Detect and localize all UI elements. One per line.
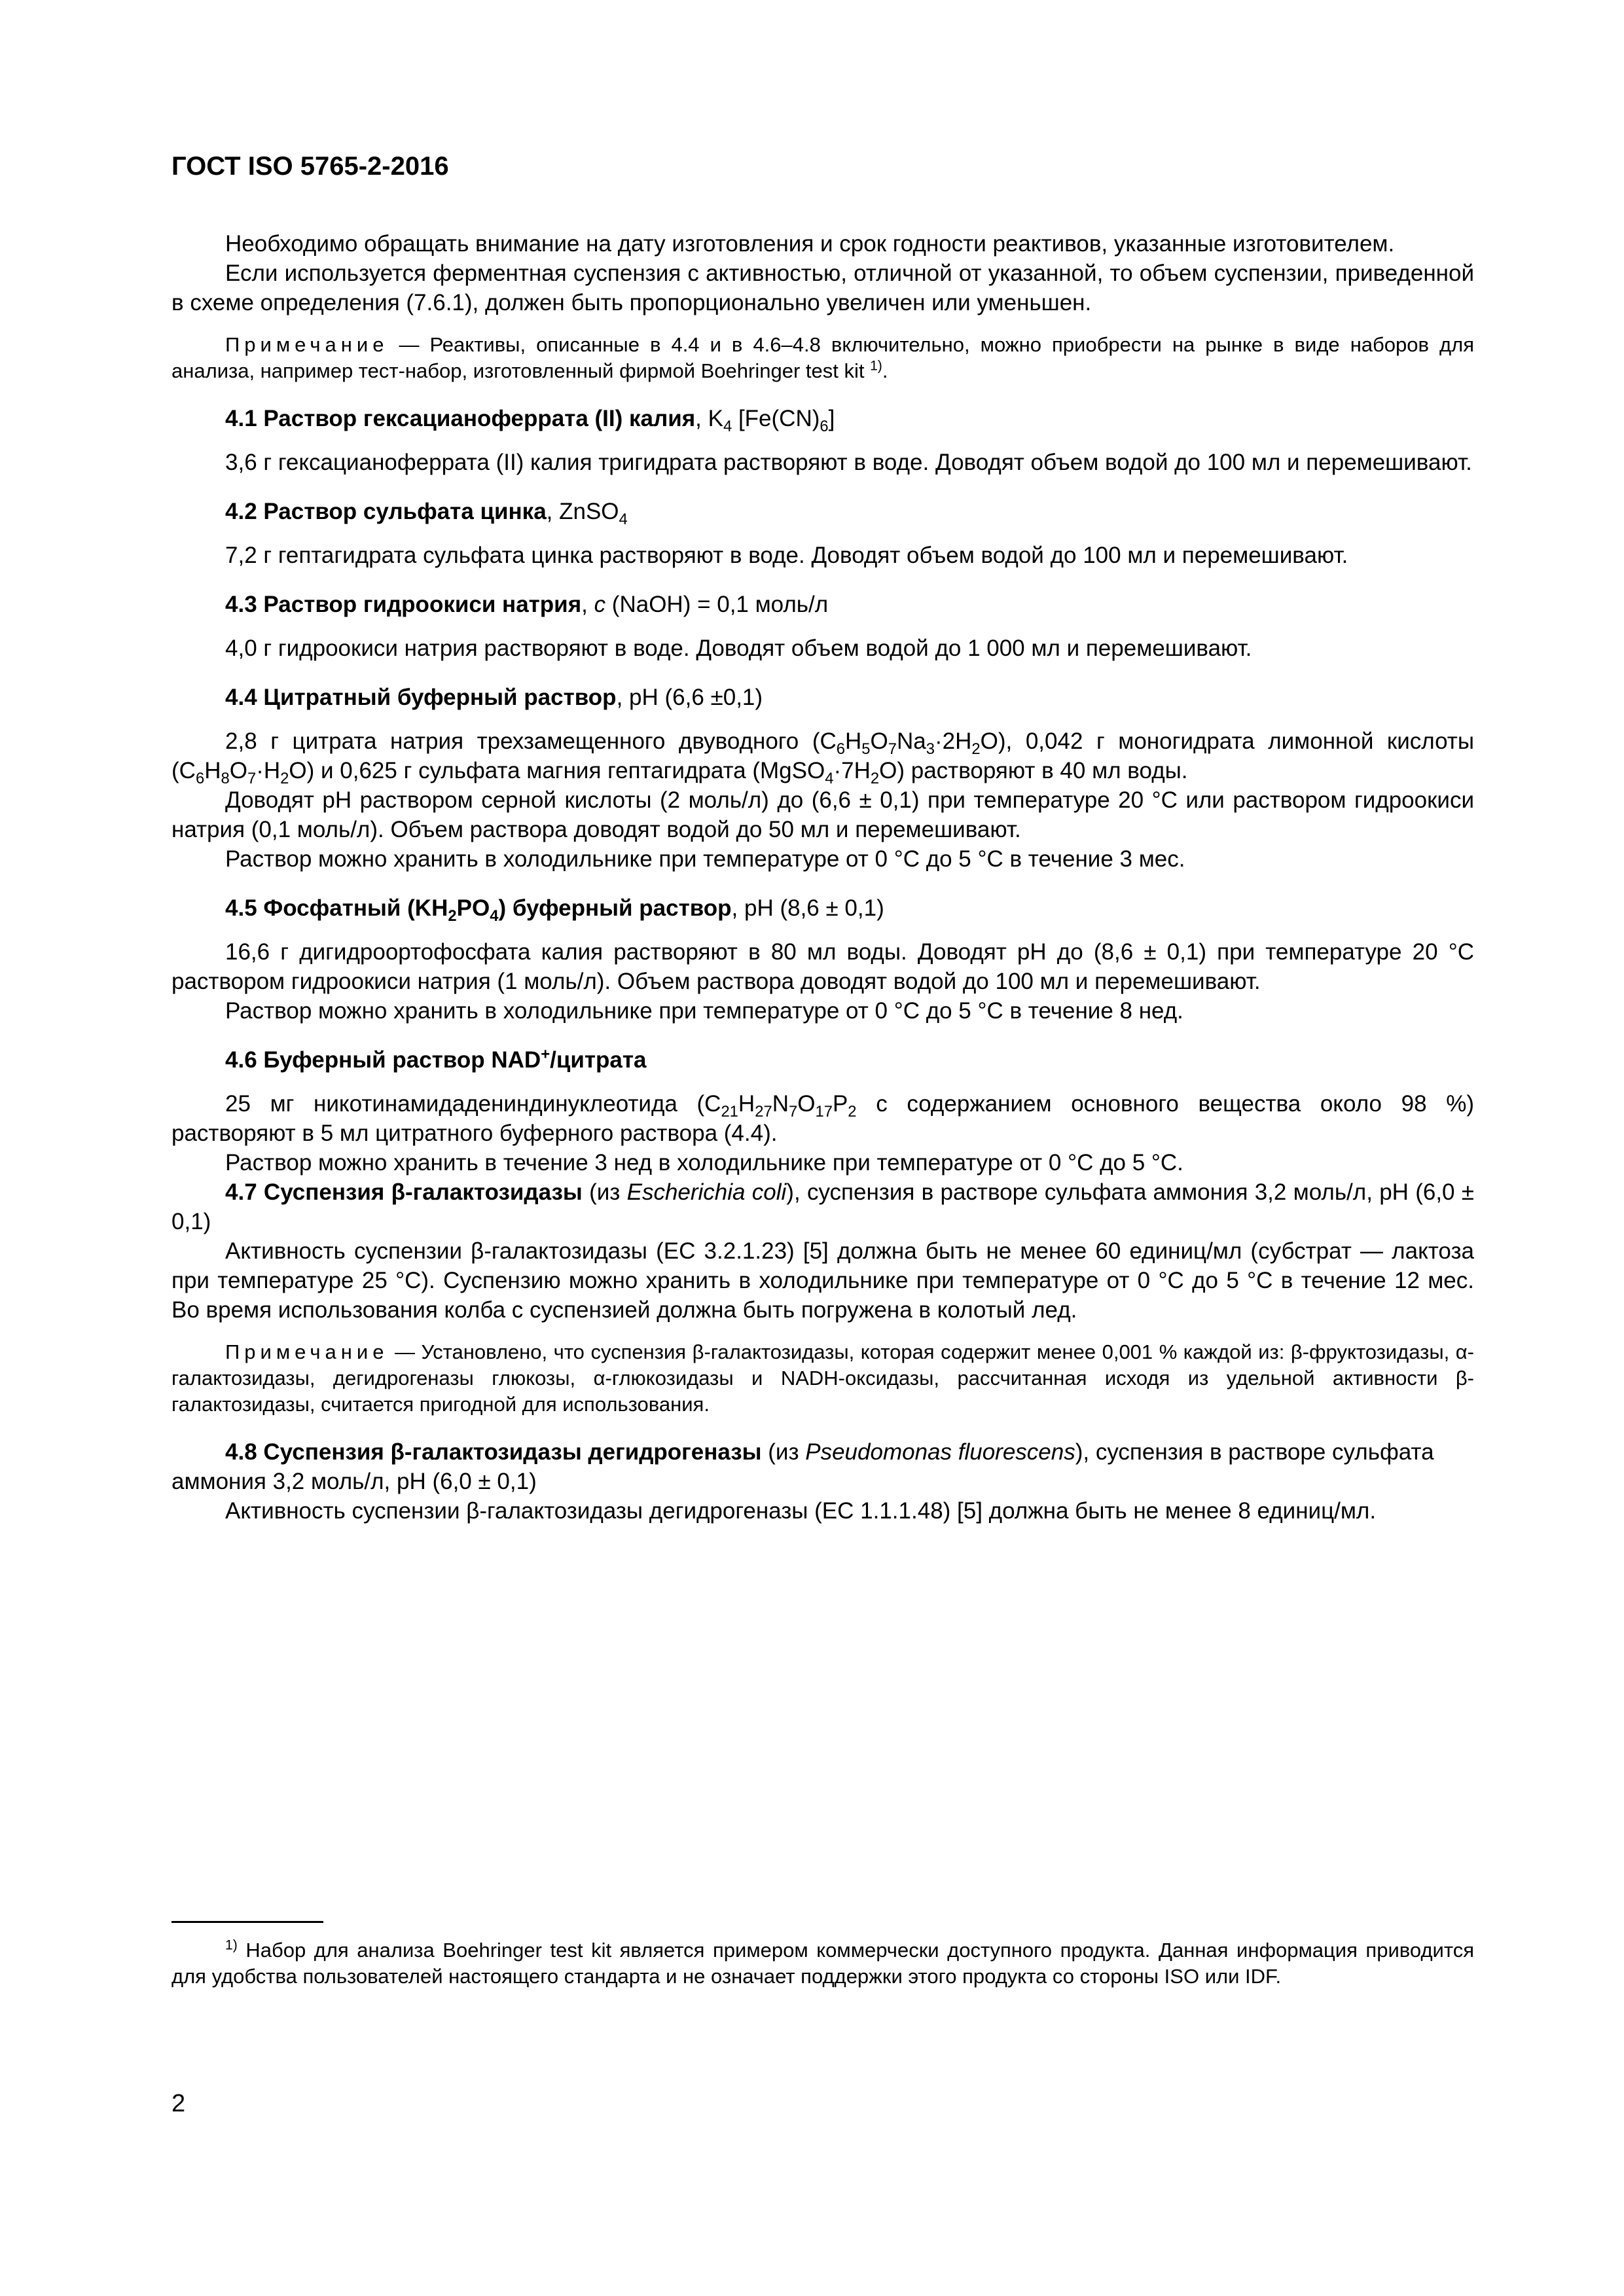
section-heading-4-8: 4.8 Суспензия β-галактозидазы дегидрогеназы (из Pseudomonas fluorescens), суспензия в растворе сульфата аммония 3,2 моль/л, pH (6,0 ± 0,1): [171, 1439, 1434, 1494]
section-4-5-paragraph-2: Раствор можно хранить в холодильнике при температуре от 0 °С до 5 °С в течение 8 нед.: [225, 998, 1183, 1024]
section-4-6-paragraph-2: Раствор можно хранить в течение 3 нед в холодильнике при температуре от 0 °С до 5 °С.: [225, 1150, 1183, 1175]
section-title-4-2: 4.2 Раствор сульфата цинка: [225, 499, 547, 524]
document-page: [171, 0, 1474, 2296]
section-4-1-paragraph: 3,6 г гексацианоферрата (II) калия тригидрата растворяют в воде. Доводят объем водой до 100 мл и перемешивают.: [225, 450, 1472, 475]
section-title-4-6: 4.6 Буферный раствор NAD+/цитрата: [225, 1045, 647, 1073]
intro-note: [171, 332, 1474, 384]
footnote-text: Набор для анализа Boehringer test kit является примером коммерчески доступного продукта. Данная информация приводится для удобства пользователей настоящего стандарта и не означает поддержки этого продукта со стороны ISO или IDF.: [171, 1939, 1474, 1988]
section-title-4-8: 4.8 Суспензия β-галактозидазы дегидрогеназы: [225, 1439, 762, 1465]
section-4-7-note: [171, 1339, 1474, 1418]
document-body: [171, 229, 1474, 1526]
section-title-4-1: 4.1 Раствор гексацианоферрата (II) калия: [225, 406, 696, 431]
section-title-4-5: 4.5 Фосфатный $(KH_2PO_4)$ буферный раствор: [225, 895, 732, 925]
footnote-reference: 1): [870, 358, 882, 374]
section-4-4-paragraph-1: 2,8 г цитрата натрия трехзамещенного двуводного $(C_6H_5O_7Na_3\cdot 2H_2O)$, 0,042 г моногидрата лимонной кислоты $(C_6H_8O_7\cdot H_2O)$ и 0,625 г сульфата магния гептагидрата $(MgSO_4\cdot 7H_2O)$ растворяют в 40 мл воды.: [171, 728, 1474, 787]
section-4-6-paragraph-1: 25 мг никотинамидадениндинуклеотида ($C_{21}H_{27}N_7O_{17}P_2$ с содержанием основного вещества около 98 %) растворяют в 5 мл цитратного буферного раствора (4.4).: [171, 1091, 1474, 1146]
intro-paragraph-1: Необходимо обращать внимание на дату изготовления и срок годности реактивов, указанные изготовителем.: [225, 231, 1395, 257]
section-heading-4-6: [171, 1045, 1474, 1075]
intro-paragraph-2: Если используется ферментная суспензия с активностью, отличной от указанной, то объем суспензии, приведенной в схеме определения (7.6.1), должен быть пропорционально увеличен или уменьшен.: [171, 260, 1474, 315]
section-heading-4-5: 4.5 Фосфатный $(KH_2PO_4)$ буферный раствор, pH (8,6 ± 0,1): [225, 895, 884, 925]
section-title-4-4: 4.4 Цитратный буферный раствор: [225, 685, 617, 710]
section-heading-4-1: 4.1 Раствор гексацианоферрата (II) калия, $K_4$ $[Fe(CN)_6]$: [225, 406, 835, 435]
section-heading-4-7: 4.7 Суспензия β-галактозидазы (из Escherichia coli), суспензия в растворе сульфата аммония 3,2 моль/л, pH (6,0 ± 0,1): [171, 1179, 1474, 1234]
section-heading-4-3: 4.3 Раствор гидроокиси натрия, c (NaOH) = 0,1 моль/л: [225, 592, 829, 617]
section-4-4-paragraph-3: Раствор можно хранить в холодильнике при температуре от 0 °С до 5 °С в течение 3 мес.: [225, 846, 1185, 872]
footnote-marker: 1): [225, 1937, 238, 1953]
note-text: — Реактивы, описанные в 4.4 и в 4.6–4.8 включительно, можно приобрести на рынке в виде наборов для анализа, например тест-набор, изготовленный фирмой Boehringer test kit: [171, 333, 1474, 382]
section-4-2-paragraph: 7,2 г гептагидрата сульфата цинка растворяют в воде. Доводят объем водой до 100 мл и перемешивают.: [225, 543, 1348, 568]
section-4-8-paragraph: Активность суспензии β-галактозидазы дегидрогеназы (ЕС 1.1.1.48) [5] должна быть не менее 8 единиц/мл.: [225, 1498, 1377, 1524]
note-text: — Установлено, что суспензия β-галактозидазы, которая содержит менее 0,001 % каждой из: β-фруктозидазы, α-галактозидазы, дегидрогеназы глюкозы, α-глюкозидазы и NADH-оксидазы, рассчитанная исходя из удельной активности β-галактозидазы, считается пригодной для использования.: [171, 1340, 1474, 1416]
note-end: .: [882, 359, 888, 382]
section-title-4-7: 4.7 Суспензия β-галактозидазы: [225, 1179, 583, 1205]
section-heading-4-2: 4.2 Раствор сульфата цинка, ZnSO$_4$: [225, 499, 628, 528]
note-label: Примечание: [225, 333, 389, 356]
section-4-7-paragraph: Активность суспензии β-галактозидазы (ЕС 3.2.1.23) [5] должна быть не менее 60 единиц/мл (субстрат — лактоза при температуре 25 °С). Суспензию можно хранить в холодильнике при температуре от 0 °С до 5 °С в течение 12 мес. Во время использования колба с суспензией должна быть погружена в колотый лед.: [171, 1238, 1474, 1323]
footnote-separator: [171, 1921, 323, 1923]
section-heading-4-4: 4.4 Цитратный буферный раствор, pH (6,6 ±0,1): [225, 685, 763, 710]
section-4-5-paragraph-1: 16,6 г дигидроортофосфата калия растворяют в 80 мл воды. Доводят pH до (8,6 ± 0,1) при температуре 20 °С раствором гидроокиси натрия (1 моль/л). Объем раствора доводят водой до 100 мл и перемешивают.: [171, 939, 1474, 994]
section-4-3-paragraph: 4,0 г гидроокиси натрия растворяют в воде. Доводят объем водой до 1 000 мл и перемешивают.: [225, 636, 1252, 661]
note-label: Примечание: [225, 1340, 389, 1363]
page-number: 2: [171, 2090, 186, 2117]
section-4-4-paragraph-2: Доводят pH раствором серной кислоты (2 моль/л) до (6,6 ± 0,1) при температуре 20 °С или раствором гидроокиси натрия (0,1 моль/л). Объем раствора доводят водой до 50 мл и перемешивают.: [171, 787, 1474, 842]
document-header: ГОСТ ISO 5765-2-2016: [171, 152, 449, 181]
footnote: [171, 1937, 1474, 1990]
section-title-4-3: 4.3 Раствор гидроокиси натрия: [225, 592, 582, 617]
